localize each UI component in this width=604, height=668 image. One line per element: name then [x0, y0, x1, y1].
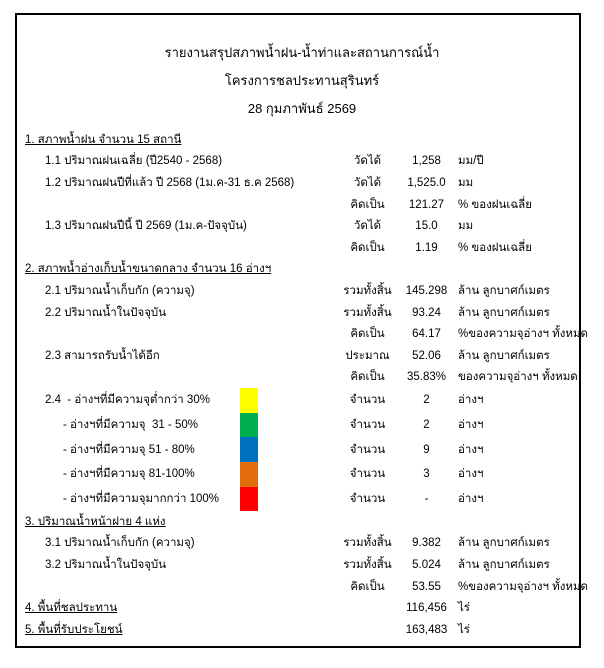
row-unit: มม	[458, 220, 474, 233]
row-value: 9.382	[412, 537, 441, 550]
row-label: 1.1 ปริมาณฝนเฉลี่ย (ปี2540 - 2568)	[45, 155, 223, 168]
capacity-color-swatch	[240, 487, 258, 512]
row-qualifier: คิดเป็น	[350, 198, 385, 211]
row-qualifier: คิดเป็น	[350, 371, 385, 384]
row-value: 1.19	[415, 241, 438, 254]
row-label: 1.3 ปริมาณฝนปีนี้ ปี 2569 (1ม.ค-ปัจจุบัน)	[45, 220, 247, 233]
report-row	[25, 215, 579, 237]
capacity-color-swatch	[240, 129, 258, 151]
row-label: - อ่างฯที่มีความจุมากกว่า 100%	[63, 492, 220, 505]
row-unit: ล้าน ลูกบาศก์เมตร	[458, 284, 550, 297]
capacity-color-swatch	[240, 259, 258, 281]
report-row	[25, 129, 579, 151]
row-unit: อ่างฯ	[458, 492, 484, 505]
row-unit: มม	[458, 176, 474, 189]
row-value: 5.024	[412, 559, 441, 572]
row-value: 64.17	[412, 328, 441, 341]
row-qualifier: จำนวน	[349, 492, 386, 505]
capacity-color-swatch	[240, 437, 258, 462]
row-label: 2.2 ปริมาณน้ำในปัจจุบัน	[45, 306, 167, 319]
report-row	[25, 194, 579, 216]
report-row	[25, 367, 579, 389]
capacity-color-swatch	[240, 554, 258, 576]
capacity-color-swatch	[240, 388, 258, 413]
row-label: 3.2 ปริมาณน้ำในปัจจุบัน	[45, 559, 167, 572]
row-label: - อ่างฯที่มีความจุ 31 - 50%	[63, 419, 198, 432]
capacity-color-swatch	[240, 215, 258, 237]
row-label: 2.1 ปริมาณน้ำเก็บกัก (ความจุ)	[45, 284, 195, 297]
row-label: 2.3 สามารถรับน้ำได้อีก	[45, 349, 160, 362]
row-unit: ล้าน ลูกบาศก์เมตร	[458, 306, 550, 319]
capacity-color-swatch	[240, 462, 258, 487]
row-value: 3	[423, 468, 430, 481]
row-value: 93.24	[412, 306, 441, 319]
row-value: 52.06	[412, 349, 441, 362]
row-label: 2. สภาพน้ำอ่างเก็บน้ำขนาดกลาง จำนวน 16 อ่างฯ	[25, 263, 272, 276]
row-label: 1. สภาพน้ำฝน จำนวน 15 สถานี	[25, 133, 182, 146]
report-row	[25, 237, 579, 259]
row-unit: ไร่	[458, 602, 470, 615]
report-row	[25, 151, 579, 173]
report-row	[25, 619, 579, 641]
report-body	[25, 129, 588, 641]
row-qualifier: รวมทั้งสิ้น	[343, 559, 392, 572]
row-value: 121.27	[408, 198, 445, 211]
capacity-color-swatch	[240, 302, 258, 324]
report-row	[25, 280, 579, 302]
row-unit: อ่างฯ	[458, 394, 484, 407]
capacity-color-swatch	[240, 367, 258, 389]
report-row	[25, 533, 579, 555]
report-row	[25, 487, 579, 512]
row-value: 53.55	[412, 580, 441, 593]
report-row	[25, 597, 579, 619]
row-qualifier: จำนวน	[349, 443, 386, 456]
row-unit: ของความจุอ่างฯ ทั้งหมด	[458, 371, 578, 384]
report-row	[25, 345, 579, 367]
report-row	[25, 302, 579, 324]
row-qualifier: จำนวน	[349, 394, 386, 407]
row-qualifier: รวมทั้งสิ้น	[343, 284, 392, 297]
report-date: 28 กุมภาพันธ์ 2569	[247, 101, 357, 116]
capacity-color-swatch	[240, 280, 258, 302]
capacity-color-swatch	[240, 172, 258, 194]
row-label: 4. พื้นที่ชลประทาน	[25, 602, 118, 615]
row-value: 9	[423, 443, 430, 456]
row-qualifier: จำนวน	[349, 468, 386, 481]
row-qualifier: ประมาณ	[345, 349, 390, 362]
row-label: 5. พื้นที่รับประโยชน์	[25, 623, 123, 636]
row-unit: อ่างฯ	[458, 443, 484, 456]
capacity-color-swatch	[240, 619, 258, 641]
row-qualifier: วัดได้	[353, 220, 382, 233]
row-unit: อ่างฯ	[458, 468, 484, 481]
row-qualifier: วัดได้	[353, 155, 382, 168]
row-label: - อ่างฯที่มีความจุ 51 - 80%	[63, 443, 195, 456]
row-value: -	[424, 492, 429, 505]
row-value: 35.83%	[406, 371, 446, 384]
report-row	[25, 172, 579, 194]
row-qualifier: วัดได้	[353, 176, 382, 189]
report-row	[25, 413, 579, 438]
capacity-color-swatch	[240, 345, 258, 367]
row-unit: อ่างฯ	[458, 419, 484, 432]
row-value: 2	[423, 394, 430, 407]
row-qualifier: คิดเป็น	[350, 580, 385, 593]
report-row	[25, 388, 579, 413]
report-header	[25, 15, 579, 123]
row-unit: %ของความจุอ่างฯ ทั้งหมด	[458, 328, 588, 341]
row-qualifier: จำนวน	[349, 419, 386, 432]
row-unit: % ของฝนเฉลี่ย	[458, 241, 532, 254]
report-row	[25, 462, 579, 487]
capacity-color-swatch	[240, 511, 258, 533]
row-qualifier: รวมทั้งสิ้น	[343, 306, 392, 319]
capacity-color-swatch	[240, 237, 258, 259]
row-value: 145.298	[405, 284, 448, 297]
row-unit: %ของความจุอ่างฯ ทั้งหมด	[458, 580, 588, 593]
row-label: - อ่างฯที่มีความจุ 81-100%	[63, 468, 195, 481]
row-label: 2.4 - อ่างฯที่มีความจุต่ำกว่า 30%	[45, 394, 210, 407]
report-subtitle-project: โครงการชลประทานสุรินทร์	[224, 73, 380, 88]
row-qualifier: รวมทั้งสิ้น	[343, 537, 392, 550]
report-row	[25, 554, 579, 576]
row-unit: ล้าน ลูกบาศก์เมตร	[458, 559, 550, 572]
capacity-color-swatch	[240, 597, 258, 619]
row-value: 1,525.0	[407, 176, 446, 189]
capacity-color-swatch	[240, 533, 258, 555]
report-row	[25, 323, 588, 345]
row-value: 15.0	[415, 220, 438, 233]
row-value: 2	[423, 419, 430, 432]
row-unit: ไร่	[458, 623, 470, 636]
row-label: 1.2 ปริมาณฝนปีที่แล้ว ปี 2568 (1ม.ค-31 ธ.ค 2568)	[45, 176, 295, 189]
capacity-color-swatch	[240, 576, 258, 598]
report-row	[25, 259, 579, 281]
row-label: 3. ปริมาณน้ำหน้าฝาย 4 แห่ง	[25, 515, 166, 528]
row-label: 3.1 ปริมาณน้ำเก็บกัก (ความจุ)	[45, 537, 195, 550]
capacity-color-swatch	[240, 151, 258, 173]
report-title: รายงานสรุปสภาพน้ำฝน-น้ำท่าและสถานการณ์น้ำ	[164, 45, 440, 60]
row-value: 1,258	[412, 155, 441, 168]
row-unit: ล้าน ลูกบาศก์เมตร	[458, 349, 550, 362]
row-qualifier: คิดเป็น	[350, 328, 385, 341]
row-value: 116,456	[406, 602, 447, 615]
report-row	[25, 437, 579, 462]
report-page-border	[15, 13, 588, 648]
row-unit: % ของฝนเฉลี่ย	[458, 198, 532, 211]
report-row	[25, 511, 579, 533]
capacity-color-swatch	[240, 323, 258, 345]
row-value: 163,483	[405, 623, 448, 636]
capacity-color-swatch	[240, 194, 258, 216]
row-unit: ล้าน ลูกบาศก์เมตร	[458, 537, 550, 550]
row-qualifier: คิดเป็น	[350, 241, 385, 254]
row-unit: มม/ปี	[458, 155, 484, 168]
report-row	[25, 576, 588, 598]
capacity-color-swatch	[240, 413, 258, 438]
